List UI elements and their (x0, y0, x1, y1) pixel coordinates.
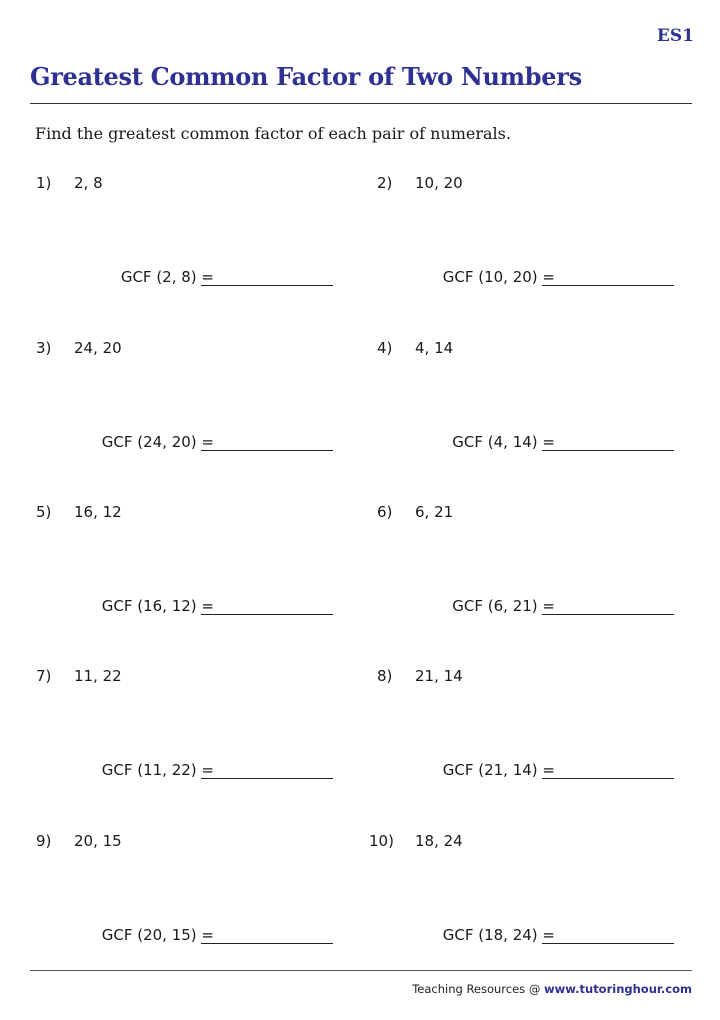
answer-line[interactable] (201, 943, 333, 944)
answer-line[interactable] (201, 614, 333, 615)
problem-number: 3) (36, 339, 52, 357)
problem-numbers: 21, 14 (415, 667, 463, 685)
problem-number: 5) (36, 503, 52, 521)
problem-5 (36, 503, 356, 643)
problem-2 (377, 174, 697, 314)
answer-line[interactable] (201, 450, 333, 451)
answer-line[interactable] (542, 943, 674, 944)
problem-numbers: 4, 14 (415, 339, 454, 357)
gcf-label: GCF (16, 12) = (101, 597, 214, 615)
gcf-label: GCF (4, 14) = (452, 433, 555, 451)
problem-numbers: 16, 12 (74, 503, 122, 521)
footer-site-link[interactable]: www.tutoringhour.com (544, 982, 692, 996)
worksheet-code: ES1 (656, 26, 694, 46)
instructions: Find the greatest common factor of each pair of numerals. (35, 124, 511, 143)
problem-number: 10) (369, 832, 394, 850)
answer-line[interactable] (201, 285, 333, 286)
gcf-label: GCF (10, 20) = (442, 268, 555, 286)
answer-line[interactable] (542, 614, 674, 615)
problem-6 (377, 503, 697, 643)
footer-divider (30, 970, 692, 971)
footer-credit (412, 982, 692, 996)
gcf-label: GCF (18, 24) = (442, 926, 555, 944)
problem-numbers: 18, 24 (415, 832, 463, 850)
problem-4 (377, 339, 697, 479)
answer-line[interactable] (542, 778, 674, 779)
problem-numbers: 11, 22 (74, 667, 122, 685)
problem-number: 9) (36, 832, 52, 850)
title-divider (30, 103, 692, 104)
problem-number: 6) (377, 503, 393, 521)
problem-9 (36, 832, 356, 972)
problem-numbers: 24, 20 (74, 339, 122, 357)
gcf-label: GCF (11, 22) = (101, 761, 214, 779)
problem-3 (36, 339, 356, 479)
problem-10 (369, 832, 689, 972)
problem-number: 7) (36, 667, 52, 685)
problem-number: 2) (377, 174, 393, 192)
answer-line[interactable] (201, 778, 333, 779)
worksheet-title: Greatest Common Factor of Two Numbers (30, 62, 582, 91)
gcf-label: GCF (20, 15) = (101, 926, 214, 944)
answer-line[interactable] (542, 285, 674, 286)
problem-number: 4) (377, 339, 393, 357)
problem-number: 8) (377, 667, 393, 685)
problem-1 (36, 174, 356, 314)
problem-numbers: 10, 20 (415, 174, 463, 192)
problem-8 (377, 667, 697, 807)
problem-numbers: 2, 8 (74, 174, 103, 192)
problem-numbers: 20, 15 (74, 832, 122, 850)
gcf-label: GCF (21, 14) = (442, 761, 555, 779)
answer-line[interactable] (542, 450, 674, 451)
problem-number: 1) (36, 174, 52, 192)
problem-numbers: 6, 21 (415, 503, 454, 521)
gcf-label: GCF (2, 8) = (120, 268, 214, 286)
problem-7 (36, 667, 356, 807)
gcf-label: GCF (6, 21) = (452, 597, 555, 615)
gcf-label: GCF (24, 20) = (101, 433, 214, 451)
footer-prefix: Teaching Resources @ (412, 982, 544, 996)
